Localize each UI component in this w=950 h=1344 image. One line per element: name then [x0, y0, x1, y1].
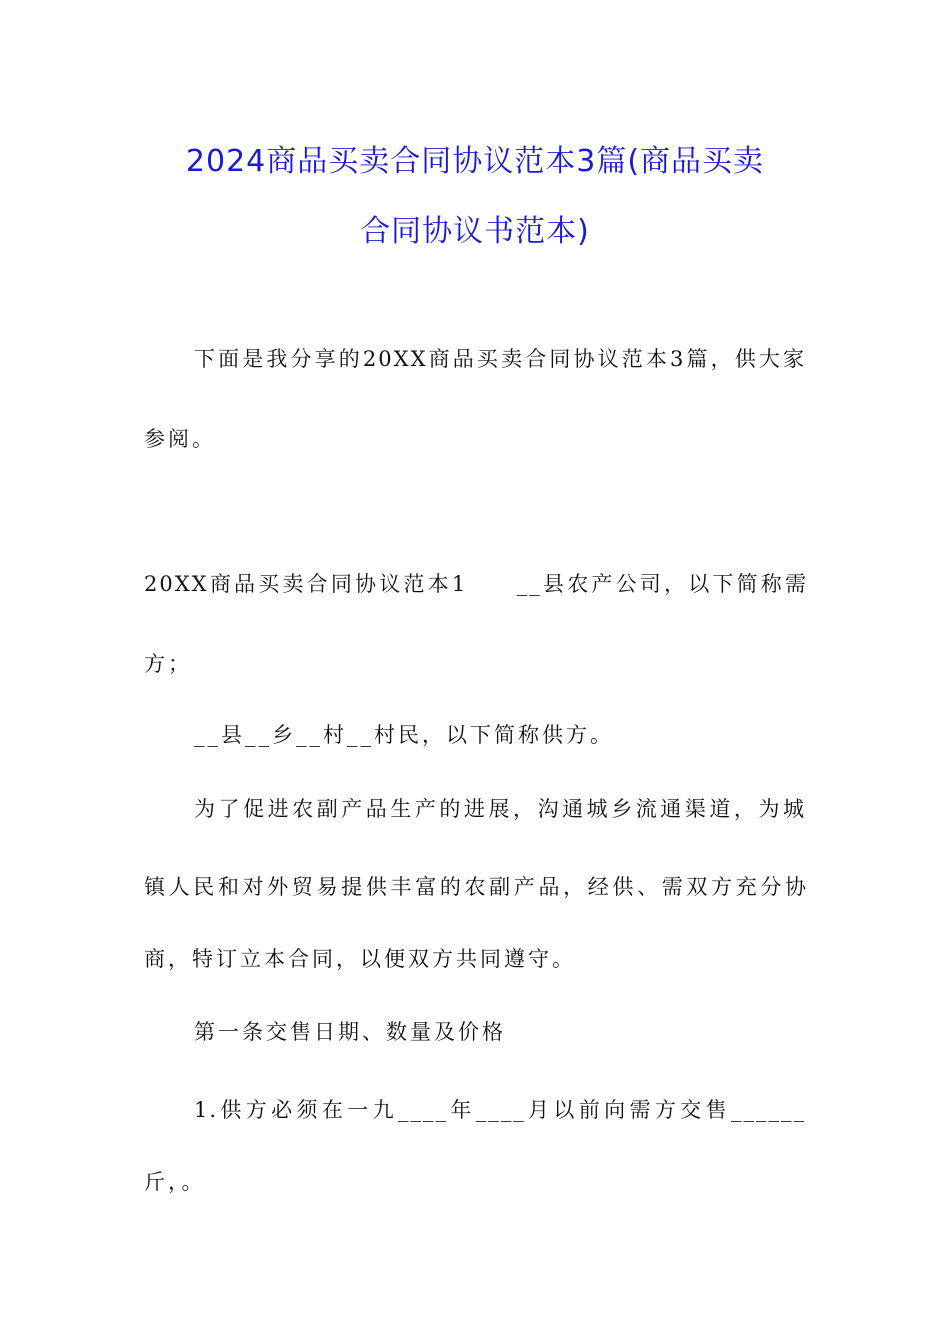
purpose-line-1: 为了促进农副产品生产的进展，沟通城乡流通渠道，为城	[194, 797, 806, 821]
supplier-line: __县__乡__村__村民，以下简称供方。	[194, 723, 614, 747]
section-heading-line-2: 方；	[144, 652, 192, 676]
clause-line-2: 斤，。	[144, 1170, 206, 1194]
article-one-heading: 第一条交售日期、数量及价格	[194, 1020, 506, 1044]
purpose-line-3: 商，特订立本合同，以便双方共同遵守。	[144, 947, 576, 971]
document-title-line-2: 合同协议书范本)	[360, 214, 590, 249]
document-title-line-1: 2024商品买卖合同协议范本3篇(商品买卖	[185, 144, 765, 179]
intro-line-2: 参阅。	[144, 427, 216, 451]
clause-line-1: 1.供方必须在一九____年____月以前向需方交售______	[194, 1098, 806, 1122]
intro-line-1: 下面是我分享的20XX商品买卖合同协议范本3篇，供大家	[194, 347, 806, 371]
section-heading-line-1: 20XX商品买卖合同协议范本1 __县农产公司，以下简称需	[144, 572, 808, 596]
purpose-line-2: 镇人民和对外贸易提供丰富的农副产品，经供、需双方充分协	[144, 875, 808, 899]
